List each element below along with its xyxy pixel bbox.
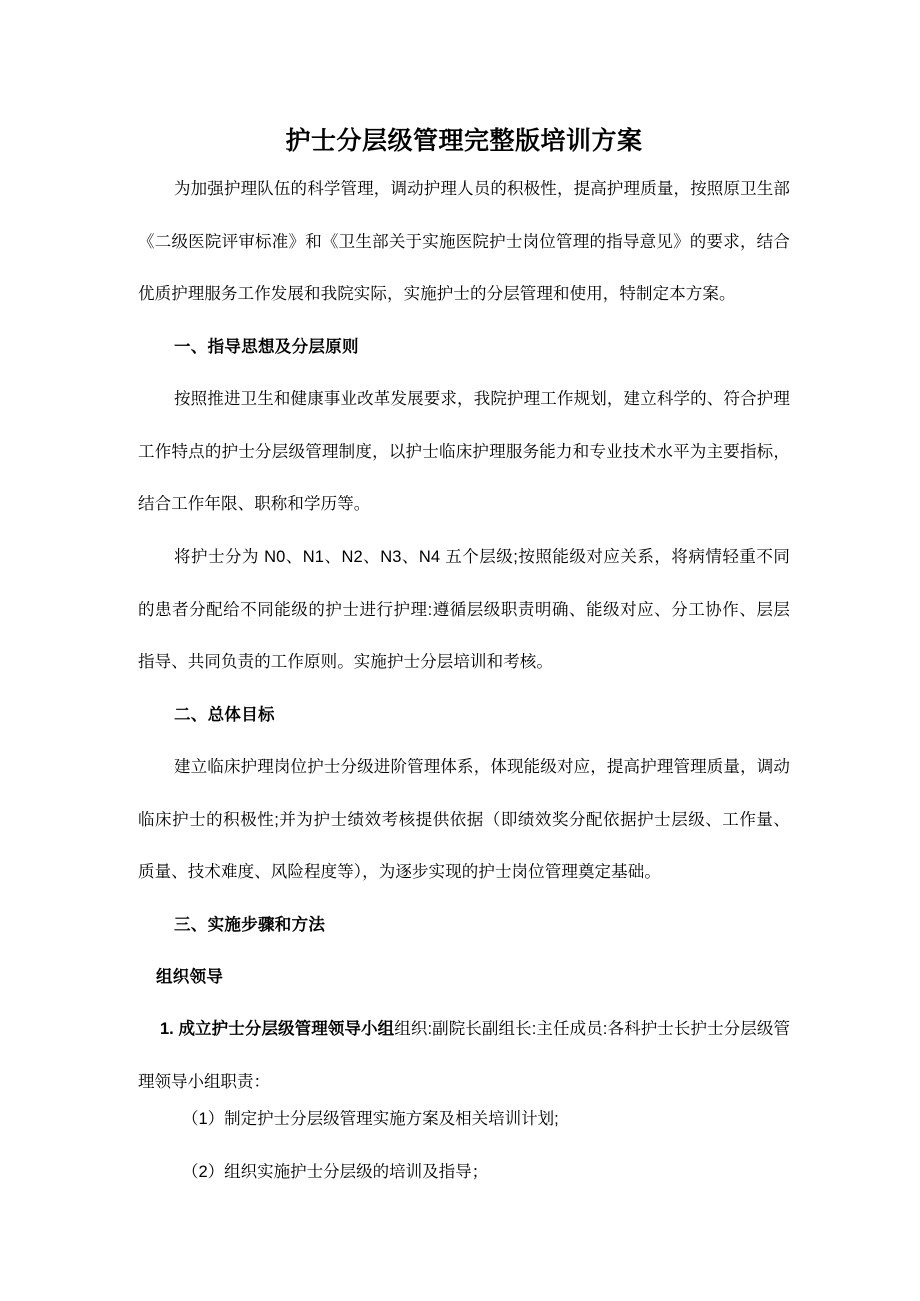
numbered-item-one-label: 1. 成立护士分层级管理领导小组 <box>160 1020 395 1038</box>
intro-paragraph: 为加强护理队伍的科学管理，调动护理人员的积极性，提高护理质量，按照原卫生部《二级医院评审标准》和《卫生部关于实施医院护士岗位管理的指导意见》的要求，结合优质护理服务工作发展和我院实际，实施护士的分层管理和使用，特制定本方案。 <box>138 180 790 303</box>
list-item-2: （2）组织实施护士分层级的培训及指导； <box>182 1163 489 1181</box>
page-title: 护士分层级管理完整版培训方案 <box>285 127 643 155</box>
list-item-1: （1）制定护士分层级管理实施方案及相关培训计划; <box>182 1110 559 1128</box>
section-one-paragraph-one: 按照推进卫生和健康事业改革发展要求，我院护理工作规划，建立科学的、符合护理工作特点的护士分层级管理制度，以护士临床护理服务能力和专业技术水平为主要指标，结合工作年限、职称和学历等。 <box>138 390 790 513</box>
section-two-paragraph-one: 建立临床护理岗位护士分级进阶管理体系，体现能级对应，提高护理管理质量，调动临床护士的积极性;并为护士绩效考核提供依据（即绩效奖分配依据护士层级、工作量、质量、技术难度、风险程度等），为逐步实现的护士岗位管理奠定基础。 <box>138 758 790 881</box>
subsection-heading-organization: 组织领导 <box>156 968 224 986</box>
section-one-paragraph-two: 将护士分为 N0、N1、N2、N3、N4 五个层级;按照能级对应关系，将病情轻重不同的患者分配给不同能级的护士进行护理:遵循层级职责明确、能级对应、分工协作、层层指导、共同负责的工作原则。实施护士分层培训和考核。 <box>138 548 790 671</box>
section-heading-one: 一、指导思想及分层原则 <box>174 338 359 356</box>
section-heading-three: 三、实施步骤和方法 <box>174 916 326 934</box>
numbered-item-one-body: 组织:副院长副组长:主任成员:各科护士长护士分层级管理领导小组职责： <box>138 1020 790 1091</box>
section-heading-two: 二、总体目标 <box>174 706 275 724</box>
